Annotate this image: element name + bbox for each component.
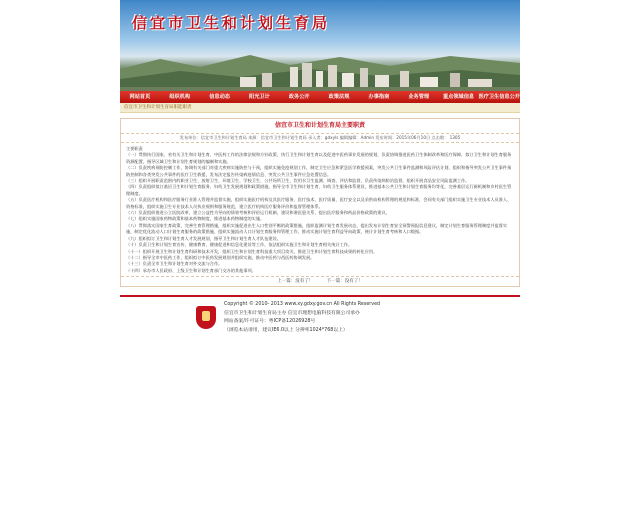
- article-body: [121, 143, 519, 276]
- nav-item-organization[interactable]: 组织机构: [169, 94, 191, 100]
- nav-item-regulations[interactable]: 政策法规: [328, 94, 350, 100]
- nav-item-medical-disclosure[interactable]: 医疗卫生信息公开: [478, 94, 520, 100]
- nav-item-home[interactable]: 网站首页: [129, 94, 151, 100]
- nav-item-sunshine[interactable]: 阳光卫计: [249, 94, 270, 100]
- breadcrumb-text[interactable]: 信宜市卫生和计划生育局职能职责: [124, 105, 192, 110]
- article-paragraph: （十）负责卫生和计划生育宣传、健康教育、健康促进和信息化建设等工作，依法组织实施卫生和计划生育相关统计工作。: [126, 242, 353, 248]
- article-paragraph: （六）负责组织推进公立医院改革，建立公益性为导向的绩效考核和评价运行机制，建设和谐医患关系，提出医疗服务和药品价格政策的建议。: [126, 210, 390, 216]
- article-paragraph: （八）贯彻落实国家生育政策，完善生育管理措施，组织实施促进出生人口性别平衡的政策措施，组织监测计划生育发展动态，提出发布计划生育安全预警预报信息建议，制定计划生育服务管理制度并监督实施，制定优化流动人口计划生育服务的政策措施，组织实施流动人口计划生育服务和管理工作，推动实施计划生育利益导向政策，统计计划生育考核和人口数据。: [126, 222, 508, 235]
- article-paragraph: （十三）负责全市卫生和计划生育对外交流与合作。: [126, 261, 223, 267]
- main-nav: [120, 91, 520, 103]
- article-paragraph: （五）负责医疗机构和医疗服务行业准入管理并监督实施，组织实施医疗机构及其医疗服务、医疗技术、医疗质量、医疗安全以及采供血机构管理的规范和标准，会同有关部门组织实施卫生专业技术人员准入、资格标准，组织实施卫生专业技术人员执业规则和服务规范，建立医疗机构医疗服务评价和监督管理体系。: [126, 197, 512, 209]
- page: [120, 0, 520, 347]
- footer-browser-note: （浏览本站请用，建议IE6.0以上 分辨率1024*768以上）: [224, 327, 348, 333]
- nav-item-key-areas[interactable]: 重点领域信息: [442, 94, 475, 100]
- article-paragraph: （十二）指导全市中医药工作，组织拟订中医药发展规划并组织实施，推动中医药与西医药协调发展。: [126, 254, 315, 260]
- breadcrumb: [120, 103, 520, 113]
- header-banner: [120, 0, 520, 91]
- footer: [120, 295, 520, 347]
- article: [120, 118, 520, 287]
- article-paragraph: （二）负责疾病预防控制工作，协调有关部门对重大疾病实施防控与干预，组织实施免疫规划工作，制定卫生应急和紧急医学救援预案，突发公共卫生事件监测和风险评估计划，组织和指导突发公共卫生事件预防控制和各类突发公共事件的医疗卫生救援，发布法定报告传染病疫情信息、突发公共卫生事件应急处置信息。: [126, 165, 512, 177]
- article-paragraph: （三）组织开展职责范围内的职业卫生、放射卫生、环境卫生、学校卫生、公共场所卫生、饮用水卫生监测、调查、评估和监督，负责传染病防治监督，组织开展食品安全风险监测工作。: [126, 178, 470, 184]
- site-title: 信宜市卫生和计划生育局: [132, 14, 331, 32]
- article-title: 信宜市卫生和计划生育局主要职责: [274, 122, 365, 129]
- footer-copyright: Copyright © 2010- 2013 www.xy.gdxy.gov.cn All Rights Reserved: [224, 302, 381, 308]
- article-paragraph: （四）负责组织拟订基层卫生和计划生育服务、妇幼卫生发展规划和政策措施，指导全市卫生和计划生育、妇幼卫生服务体系建设，推进基本公共卫生和计划生育服务均等化，完善基层运行新机制和乡村医生管理制度。: [126, 184, 512, 196]
- article-paragraph: （七）组织实施国家药物政策和基本药物制度，推进基本药物制度的实施。: [126, 216, 265, 222]
- nav-item-gov-affairs[interactable]: 政务公开: [288, 94, 310, 100]
- article-paragraph: （九）组织拟订卫生和计划生育人才发展规划，指导卫生和计划生育人才队伍建设。: [126, 235, 281, 241]
- article-paragraph: （十四）承办市人民政府、上级卫生和计划生育部门交办的其他事项。: [126, 267, 256, 273]
- nav-item-business[interactable]: 业务管理: [408, 94, 430, 100]
- footer-text: [224, 301, 380, 335]
- nav-item-news[interactable]: 信息动态: [209, 94, 230, 100]
- party-emblem-icon[interactable]: [196, 306, 216, 329]
- article-paragraph: （十一）组织开展卫生和计划生育科研和技术开发，组织卫生和计划生育科技重大项目攻关，推进卫生和计划生育科技成果的转化应用。: [126, 248, 378, 254]
- article-meta: 发布单位：信宜市卫生和计划生育局 来源：信宜市卫生和计划生育局 录入者：gdxyls 编辑编辑：Admin 发布时间：2015年06月10日 点击数： 1305: [121, 133, 519, 143]
- next-article-link[interactable]: 下一篇：没有了！: [326, 279, 363, 285]
- article-paragraph: （一）贯彻执行国家、省有关卫生和计划生育、中医药工作的法律法规和方针政策，执行卫生和计划生育以及促进中医药事业发展的规划，负责协调推进医药卫生体制改革和医疗保障，拟订卫生和计划生育服务资源配置，指导区域卫生和计划生育规划的编制和实施。: [126, 152, 512, 164]
- prev-article-link[interactable]: 上一篇：没有了！: [277, 279, 314, 285]
- nav-item-guide[interactable]: 办事指南: [368, 94, 390, 100]
- article-paragraph: 主要职责: [126, 146, 143, 151]
- footer-icp[interactable]: 网站备案/许可证号：粤ICP备12026928号: [224, 319, 316, 325]
- footer-sponsor: 信宜市卫生和计划生育局主办 信宜市理想电脑科技有限公司承办: [224, 310, 360, 316]
- prev-next-links: [121, 276, 519, 286]
- city-skyline-image: [120, 51, 520, 91]
